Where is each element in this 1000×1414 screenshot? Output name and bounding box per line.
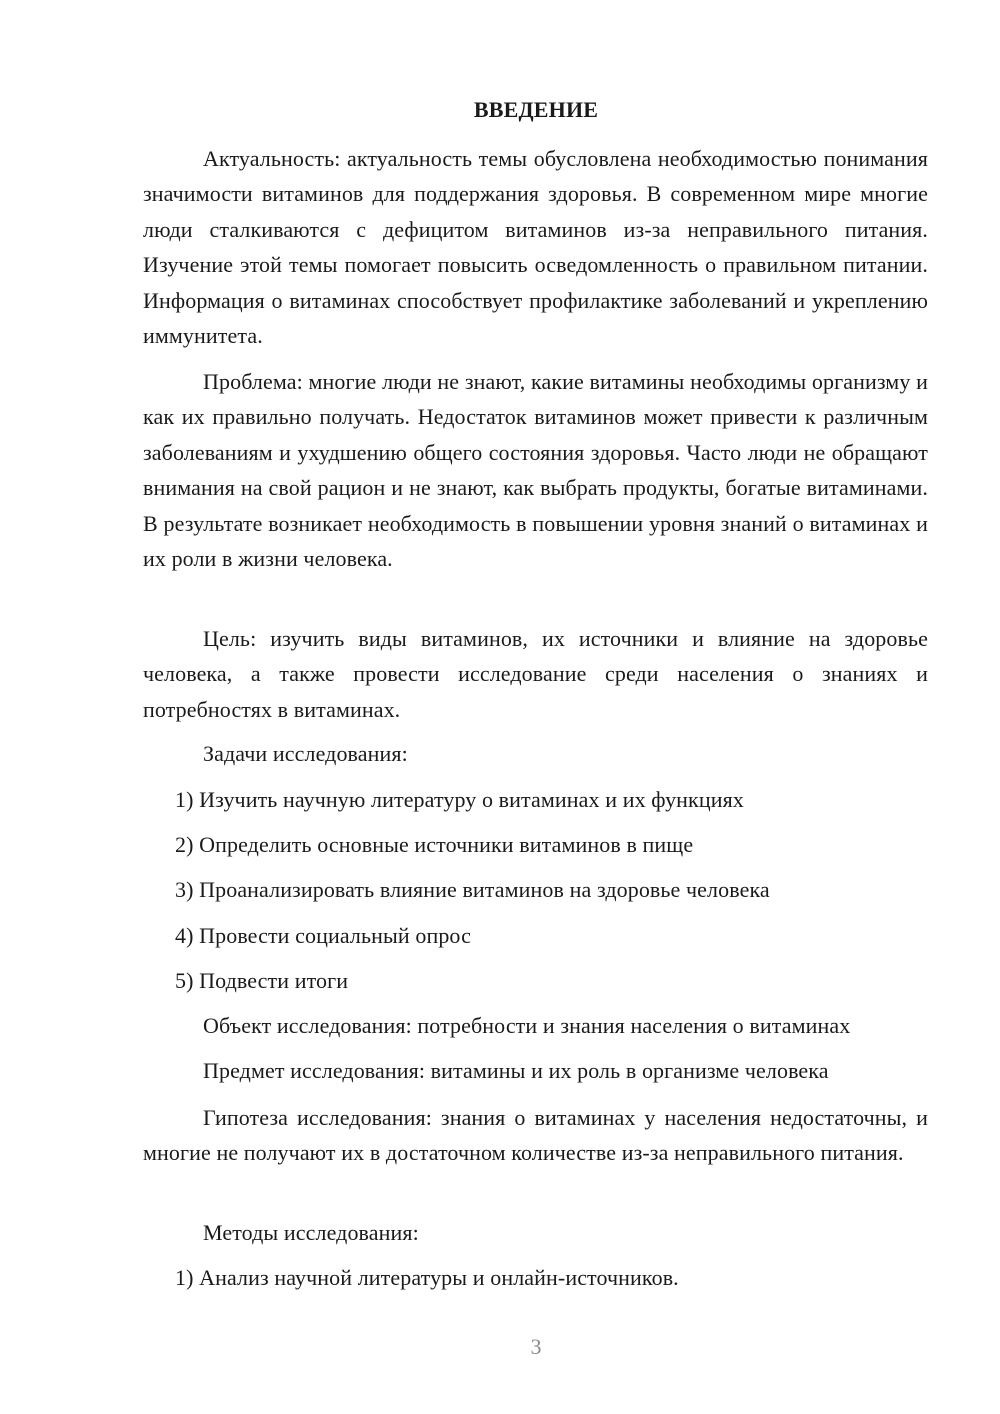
object-line: Объект исследования: потребности и знания населения о витаминах [203, 1013, 851, 1038]
task-item: 5) Подвести итоги [175, 968, 349, 993]
hypothesis-paragraph: Гипотеза исследования: знания о витаминах у населения недостаточны, и многие не получают их в достаточном количестве из-за неправильного питания. [143, 1105, 928, 1166]
methods-heading: Методы исследования: [203, 1220, 419, 1245]
task-item: 2) Определить основные источники витаминов в пище [175, 832, 694, 857]
subject-line: Предмет исследования: витамины и их роль в организме человека [203, 1058, 829, 1083]
method-item: 1) Анализ научной литературы и онлайн-источников. [175, 1265, 679, 1290]
goal-paragraph: Цель: изучить виды витаминов, их источники и влияние на здоровье человека, а также провести исследование среди населения о знаниях и потребностях в витаминах. [143, 626, 928, 722]
task-item: 3) Проанализировать влияние витаминов на здоровье человека [175, 877, 770, 902]
relevance-paragraph: Актуальность: актуальность темы обусловлена необходимостью понимания значимости витаминов для поддержания здоровья. В современном мире многие люди сталкиваются с дефицитом витаминов из-за неправильного питания. Изучение этой темы помогает повысить осведомленность о правильном питании. Информация о витаминах способствует профилактике заболеваний и укреплению иммунитета. [143, 146, 928, 349]
page-number: 3 [530, 1334, 542, 1359]
task-item: 1) Изучить научную литературу о витаминах и их функциях [175, 787, 744, 812]
tasks-heading: Задачи исследования: [203, 741, 408, 766]
problem-paragraph: Проблема: многие люди не знают, какие витамины необходимы организму и как их правильно получать. Недостаток витаминов может привести к различным заболеваниям и ухудшению общего состояния здоровья. Часто люди не обращают внимания на свой рацион и не знают, как выбрать продукты, богатые витаминами. В результате возникает необходимость в повышении уровня знаний о витаминах и их роли в жизни человека. [143, 369, 928, 572]
task-item: 4) Провести социальный опрос [175, 923, 471, 948]
page-title: ВВЕДЕНИЕ [473, 97, 599, 122]
